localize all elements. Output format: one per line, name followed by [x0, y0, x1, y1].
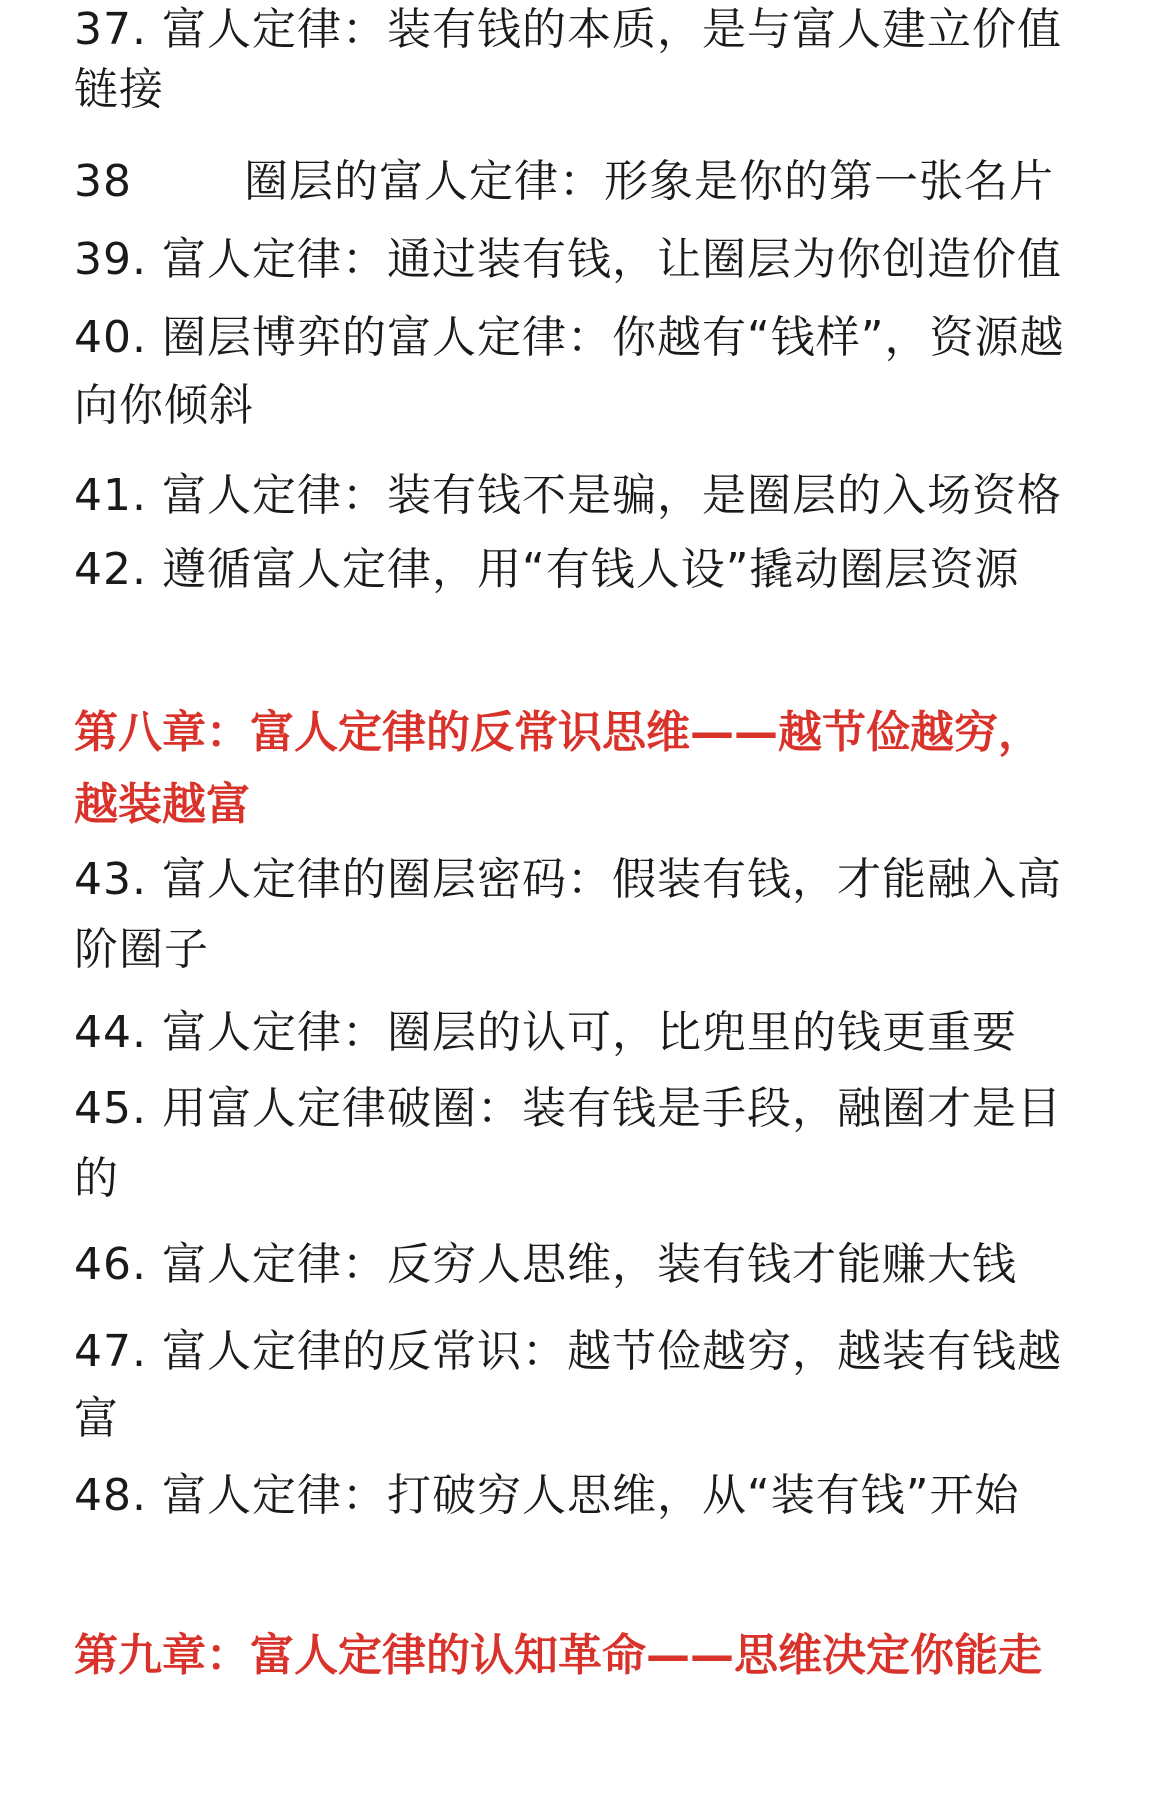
item-45-line-1: 45. 用富人定律破圈：装有钱是手段，融圈才是目	[74, 1083, 1062, 1134]
item-47-line-1: 47. 富人定律的反常识：越节俭越穷，越装有钱越	[74, 1326, 1062, 1377]
item-37-line-1: 37. 富人定律：装有钱的本质，是与富人建立价值	[74, 4, 1062, 55]
item-38-text: 圈层的富人定律：形象是你的第一张名片	[244, 156, 1054, 207]
item-45-line-2: 的	[74, 1153, 119, 1204]
item-37-line-2: 链接	[74, 64, 164, 115]
item-43-line-2: 阶圈子	[74, 924, 209, 975]
item-47-line-2: 富	[74, 1393, 119, 1444]
item-46: 46. 富人定律：反穷人思维，装有钱才能赚大钱	[74, 1239, 1017, 1290]
item-42: 42. 遵循富人定律，用“有钱人设”撬动圈层资源	[74, 544, 1020, 595]
item-39: 39. 富人定律：通过装有钱，让圈层为你创造价值	[74, 234, 1062, 285]
chapter-8-heading-line-1: 第八章：富人定律的反常识思维——越节俭越穷，	[74, 707, 1042, 758]
item-38	[74, 156, 1054, 207]
item-40-line-2: 向你倾斜	[74, 380, 254, 431]
item-44: 44. 富人定律：圈层的认可，比兜里的钱更重要	[74, 1007, 1017, 1058]
item-48: 48. 富人定律：打破穷人思维，从“装有钱”开始	[74, 1470, 1020, 1521]
item-40-line-1: 40. 圈层博弈的富人定律：你越有“钱样”，资源越	[74, 312, 1065, 363]
chapter-9-heading: 第九章：富人定律的认知革命——思维决定你能走	[74, 1630, 1042, 1681]
item-43-line-1: 43. 富人定律的圈层密码：假装有钱，才能融入高	[74, 854, 1062, 905]
item-41: 41. 富人定律：装有钱不是骗，是圈层的入场资格	[74, 470, 1062, 521]
item-38-number: 38	[74, 156, 132, 207]
chapter-8-heading-line-2: 越装越富	[74, 779, 250, 830]
